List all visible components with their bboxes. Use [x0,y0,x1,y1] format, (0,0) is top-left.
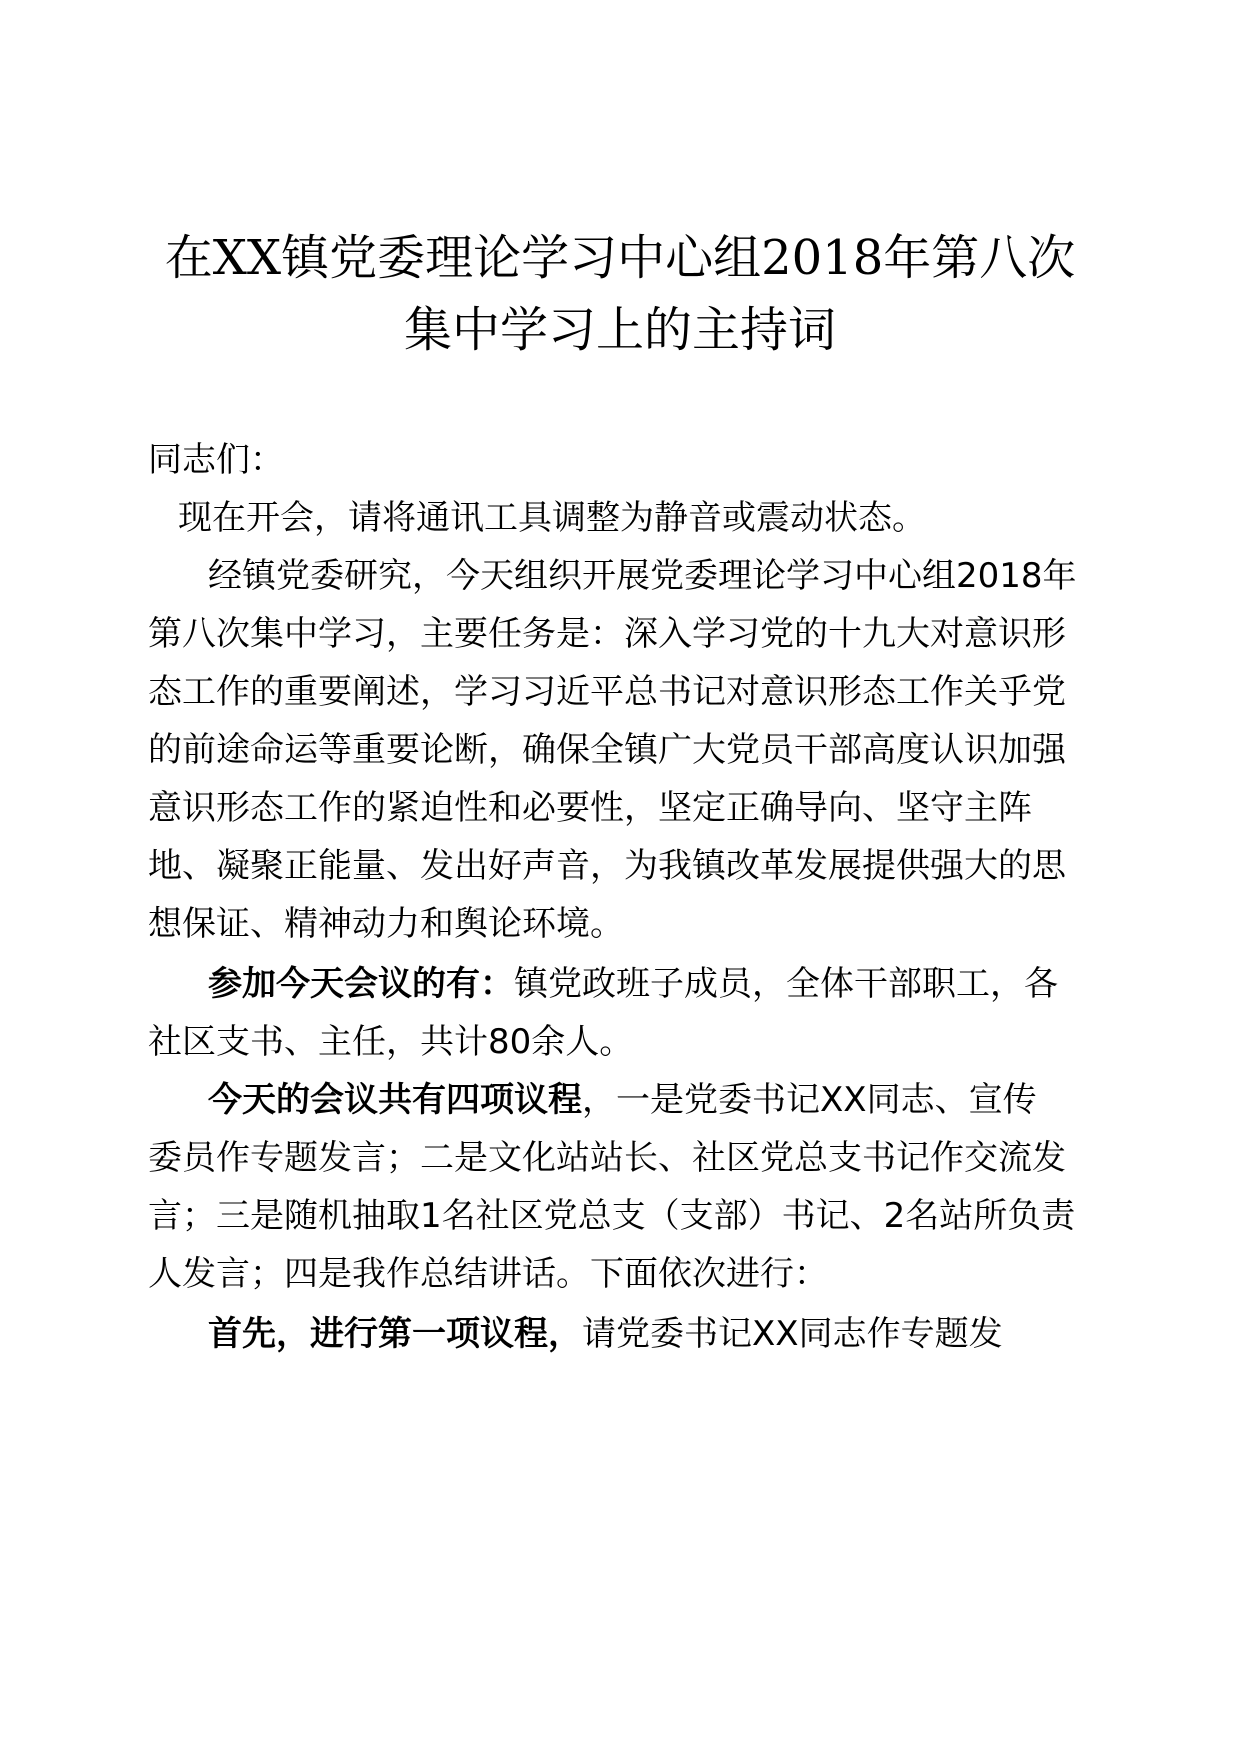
salutation: 同志们： [148,440,284,480]
paragraph-2-text: 镇党政班子成员，全体干部职工，各 [514,964,1058,1004]
paragraph-2-line-2: 社区支书、主任，共计80余人。 [148,1022,634,1062]
paragraph-4-line-1 [208,1302,1003,1366]
paragraph-3-line-4: 人发言；四是我作总结讲话。下面依次进行： [148,1254,828,1294]
document-title [150,222,1090,366]
paragraph-3-line-1 [208,1068,1037,1132]
paragraph-2-lead: 参加今天会议的有： [208,964,514,1004]
title-line-2: 集中学习上的主持词 [403,302,836,358]
paragraph-3-line-2: 委员作专题发言；二是文化站站长、社区党总支书记作交流发 [148,1138,1066,1178]
paragraph-2-line-1 [208,952,1058,1016]
paragraph-4-text: 请党委书记XX同志作专题发 [582,1314,1003,1354]
paragraph-3-text: ，一是党委书记XX同志、宣传 [582,1080,1037,1120]
paragraph-4-lead: 首先，进行第一项议程， [208,1314,582,1354]
paragraph-1-line-7: 想保证、精神动力和舆论环境。 [148,904,624,944]
paragraph-1-line-4: 的前途命运等重要论断，确保全镇广大党员干部高度认识加强 [148,730,1066,770]
title-line-1: 在XX镇党委理论学习中心组2018年第八次 [164,230,1076,286]
paragraph-1-line-6: 地、凝聚正能量、发出好声音，为我镇改革发展提供强大的思 [148,846,1066,886]
paragraph-3-line-3: 言；三是随机抽取1名社区党总支（支部）书记、2名站所负责 [148,1196,1076,1236]
paragraph-1-line-3: 态工作的重要阐述，学习习近平总书记对意识形态工作关乎党 [148,672,1066,712]
paragraph-3-lead: 今天的会议共有四项议程 [208,1080,582,1120]
paragraph-1-line-2: 第八次集中学习，主要任务是：深入学习党的十九大对意识形 [148,614,1066,654]
paragraph-1-line-5: 意识形态工作的紧迫性和必要性，坚定正确导向、坚守主阵 [148,788,1032,828]
paragraph-1-line-1: 经镇党委研究，今天组织开展党委理论学习中心组2018年 [208,556,1077,596]
paragraph-opening: 现在开会，请将通讯工具调整为静音或震动状态。 [178,498,926,538]
